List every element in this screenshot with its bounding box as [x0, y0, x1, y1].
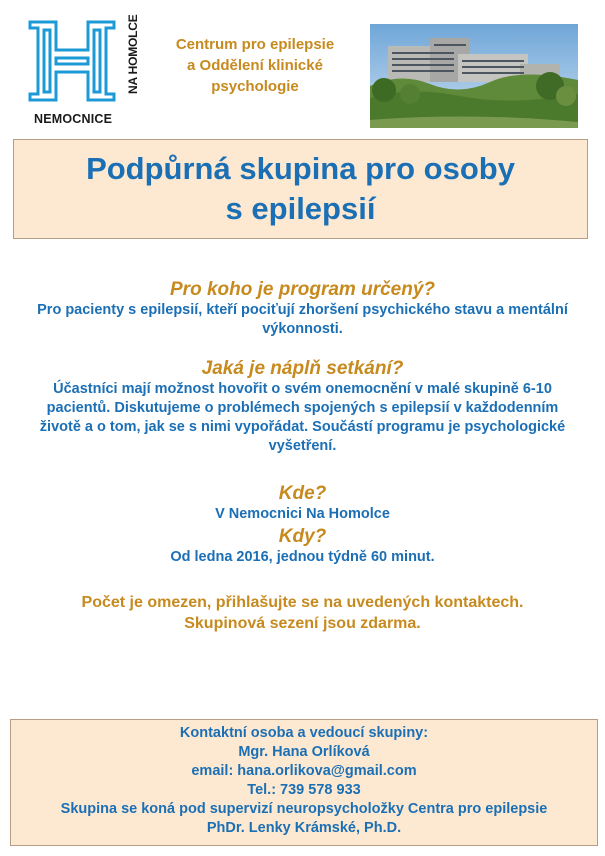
org-line: psychologie	[211, 78, 299, 95]
section-who	[0, 279, 605, 339]
page-title-line: Podpůrná skupina pro osoby	[86, 151, 515, 186]
org-line: a Oddělení klinické	[187, 57, 323, 74]
section-heading: Kdy?	[278, 526, 327, 547]
section-heading: Pro koho je program určený?	[170, 279, 435, 300]
section-where	[0, 483, 605, 524]
section-text-line: životě a o tom, jak se s nimi vypořádat. Součástí programu je psychologické	[39, 419, 566, 435]
contact-name: Mgr. Hana Orlíková	[238, 744, 370, 760]
hospital-logo	[26, 16, 144, 128]
h-logo-icon	[26, 16, 118, 106]
contact-supervisor: PhDr. Lenky Krámské, Ph.D.	[206, 820, 402, 836]
section-text-line: V Nemocnici Na Homolce	[215, 506, 390, 522]
section-when	[0, 526, 605, 567]
section-text-line: Od ledna 2016, jednou týdně 60 minut.	[170, 549, 435, 565]
section-heading: Jaká je náplň setkání?	[201, 358, 404, 379]
logo-side-text: NA HOMOLCE	[126, 14, 140, 94]
hospital-photo	[370, 24, 578, 128]
title-box	[13, 139, 588, 239]
section-text-line: Pro pacienty s epilepsií, kteří pociťují zhoršení psychického stavu a mentální	[37, 302, 568, 318]
organization-name	[150, 34, 360, 97]
org-line: Centrum pro epilepsie	[175, 36, 335, 53]
contact-supervision: Skupina se koná pod supervizí neuropsycholožky Centra pro epilepsie	[60, 801, 548, 817]
section-text-line: výkonnosti.	[262, 321, 343, 337]
contact-heading: Kontaktní osoba a vedoucí skupiny:	[179, 725, 429, 741]
section-content	[0, 358, 605, 456]
page-title-line: s epilepsií	[225, 191, 376, 226]
section-heading: Kde?	[278, 483, 327, 504]
contact-email[interactable]: email: hana.orlikova@gmail.com	[191, 763, 417, 779]
contact-phone[interactable]: Tel.: 739 578 933	[247, 782, 361, 798]
section-text-line: pacientů. Diskutujeme o problémech spojených s epilepsií v každodenním	[46, 400, 559, 416]
section-note	[0, 592, 605, 634]
logo-bottom-text: NEMOCNICE	[34, 112, 113, 126]
contact-box	[10, 719, 598, 846]
note-line: Počet je omezen, přihlašujte se na uvedených kontaktech.	[81, 594, 524, 611]
section-text-line: vyšetření.	[268, 438, 337, 454]
note-line: Skupinová sezení jsou zdarma.	[184, 615, 421, 632]
section-text-line: Účastníci mají možnost hovořit o svém onemocnění v malé skupině 6-10	[53, 381, 552, 397]
